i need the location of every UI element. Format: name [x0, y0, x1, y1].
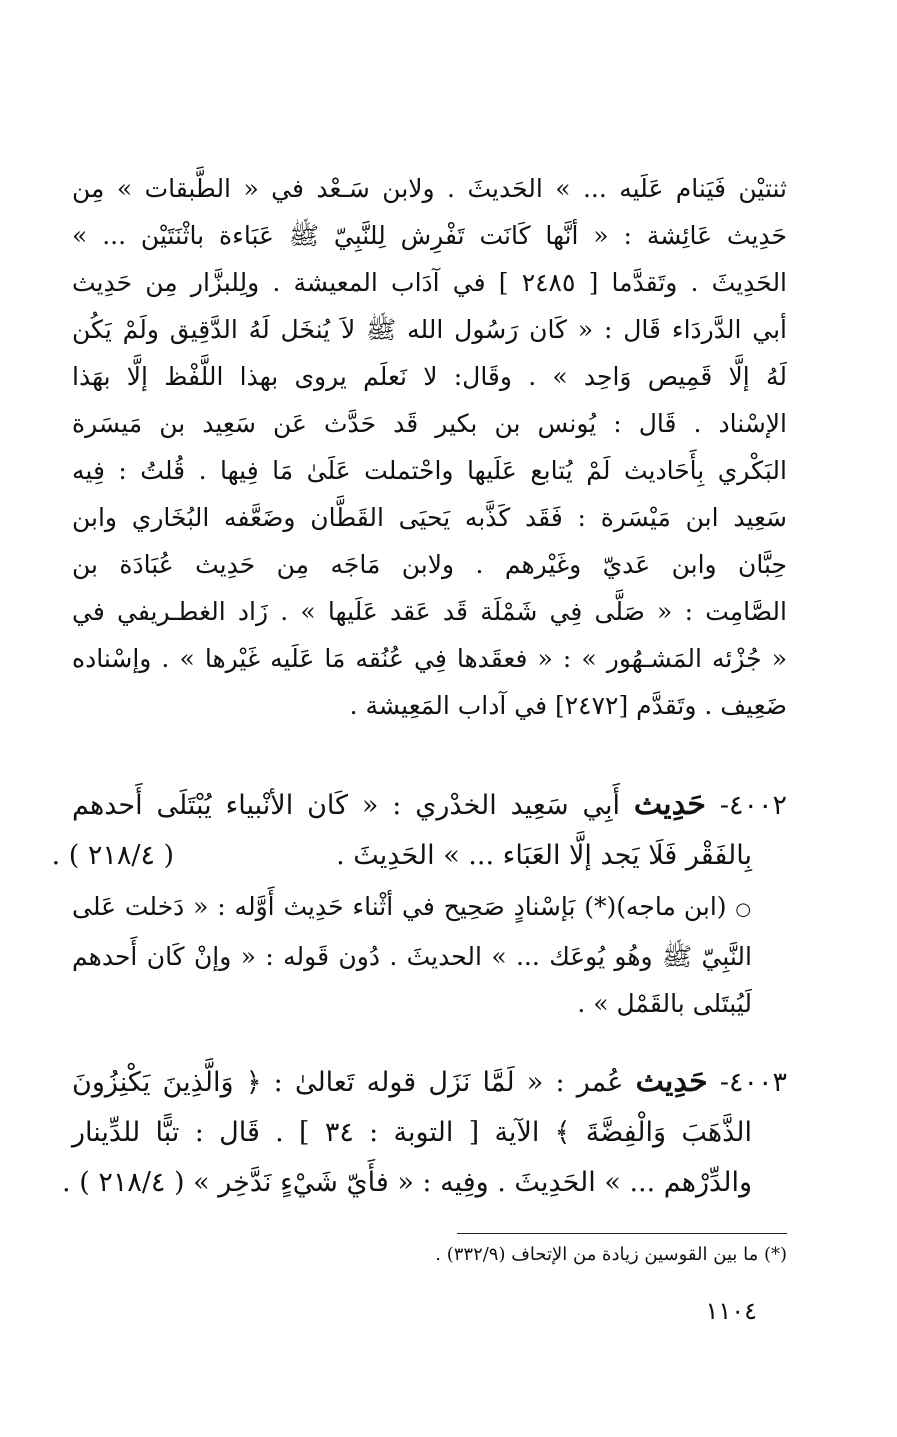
entry-text: عُمر : « لَمَّا نَزَل قوله تَعالىٰ : ﴿ وَالَّذِينَ يَكْنِزُونَ [72, 1067, 624, 1098]
entry-reference: ( ٢١٨/٤ ) . [51, 840, 175, 871]
hadith-entry-4002 [51, 780, 787, 1027]
entry-line [51, 831, 787, 881]
entry-line: الذَّهَبَ وَالْفِضَّةَ ﴾ الآية [ التوبة : ٣٤ ] . قَال : تبًّا للدِّينار [72, 1117, 752, 1148]
paragraph-line: « جُزْئه المَشـهُور » : « فعقَدها فِي عُنُقه مَا عَلَيه غَيْرها » . وإسْناده [72, 644, 787, 673]
paragraph-line: ثنتيْن فَيَنام عَلَيه ... » الحَديثَ . ولابن سَـعْد في « الطَّبقات » مِن [72, 174, 787, 203]
paragraph-continuation [72, 165, 787, 729]
entry-keyword: حَدِيث [633, 787, 706, 822]
page-number: ١١٠٤ [705, 1297, 757, 1325]
entry-line: والدِّرْهم ... » الحَدِيثَ . وفِيه : « فأَيّ شَيْءٍ نَدَّخِر » ( ٢١٨/٤ ) . [62, 1167, 752, 1198]
circle-bullet-icon: ○ [735, 899, 753, 920]
entry-text: بِالفَقْر فَلَا يَجد إلَّا العَبَاء ... » الحَدِيثَ . [336, 840, 752, 871]
paragraph-line: لَهُ إلَّا قَمِيص وَاحِد » . وقَال: لا نَعلَم يروى بهذا اللَّفْظ إلَّا بهَذا [72, 362, 787, 391]
takhrij-line: لَيُبتَلى بالقَمْل » . [577, 989, 752, 1018]
paragraph-line: البَكْري بِأَحَاديث لَمْ يُتابع عَلَيها واحْتملت عَلَىٰ مَا فِيها . قُلتُ : فِيه [72, 456, 787, 485]
paragraph-line: سَعِيد ابن مَيْسَرة : فَقَد كَذَّبه يَحيَى القَطَّان وضَعَّفه البُخَاري وابن [72, 503, 787, 532]
footnote: (*) ما بين القوسين زيادة من الإتحاف (٣٣٢/٩) . [435, 1244, 787, 1265]
takhrij-text: (ابن ماجه)(*) بَإسْنادٍ صَحِيح في أثْناء حَدِيث أَوَّله : « دَخلت عَلى [72, 892, 727, 921]
entry-heading-line [72, 780, 787, 831]
paragraph-line: حَدِيث عَائِشة : « أنَّها كَانَت تَفْرِش لِلنَّبِيّ ﷺ عَبَاءة باثْنَتَيْن ... » [72, 221, 787, 250]
footnote-divider [457, 1233, 787, 1234]
paragraph-line: الإسْناد . قَال : يُونس بن بكير قَد حَدَّث عَن سَعِيد بن مَيسَرة [72, 409, 787, 438]
hadith-entry-4003 [62, 1057, 788, 1208]
entry-keyword: حَدِيث [635, 1064, 708, 1099]
entry-heading-line [72, 1057, 787, 1108]
paragraph-line: حِبَّان وابن عَديّ وغَيْرهم . ولابن مَاجَه مِن حَدِيث عُبَادَة بن [72, 550, 787, 579]
takhrij-line [72, 883, 787, 933]
paragraph-line: ضَعِيف . وتَقدَّم [٢٤٧٢] في آداب المَعِيشة . [349, 691, 787, 720]
entry-number: ٤٠٠٣- [719, 1067, 788, 1098]
entry-number: ٤٠٠٢- [719, 790, 787, 821]
entry-text: أَبِي سَعِيد الخدْري : « كَان الأنْبياء يُبْتَلَى أَحدهم [72, 790, 620, 821]
takhrij-line: النَّبِيّ ﷺ وهُو يُوعَك ... » الحديثَ . دُون قَوله : « وإنْ كَان أَحدهم [72, 942, 753, 971]
paragraph-line: الحَدِيثَ . وتَقدَّما [ ٢٤٨٥ ] في آدَاب المعيشة . ولِلبزَّار مِن حَدِيث [72, 268, 788, 297]
paragraph-line: أبي الدَّردَاء قَال : « كَان رَسُول الله ﷺ لاَ يُنخَل لَهُ الدَّقِيق ولَمْ يَكُن [72, 315, 787, 344]
paragraph-line: الصَّامِت : « صَلَّى فِي شَمْلَة قَد عَقد عَلَيها » . زَاد الغطـريفي في [72, 597, 787, 626]
